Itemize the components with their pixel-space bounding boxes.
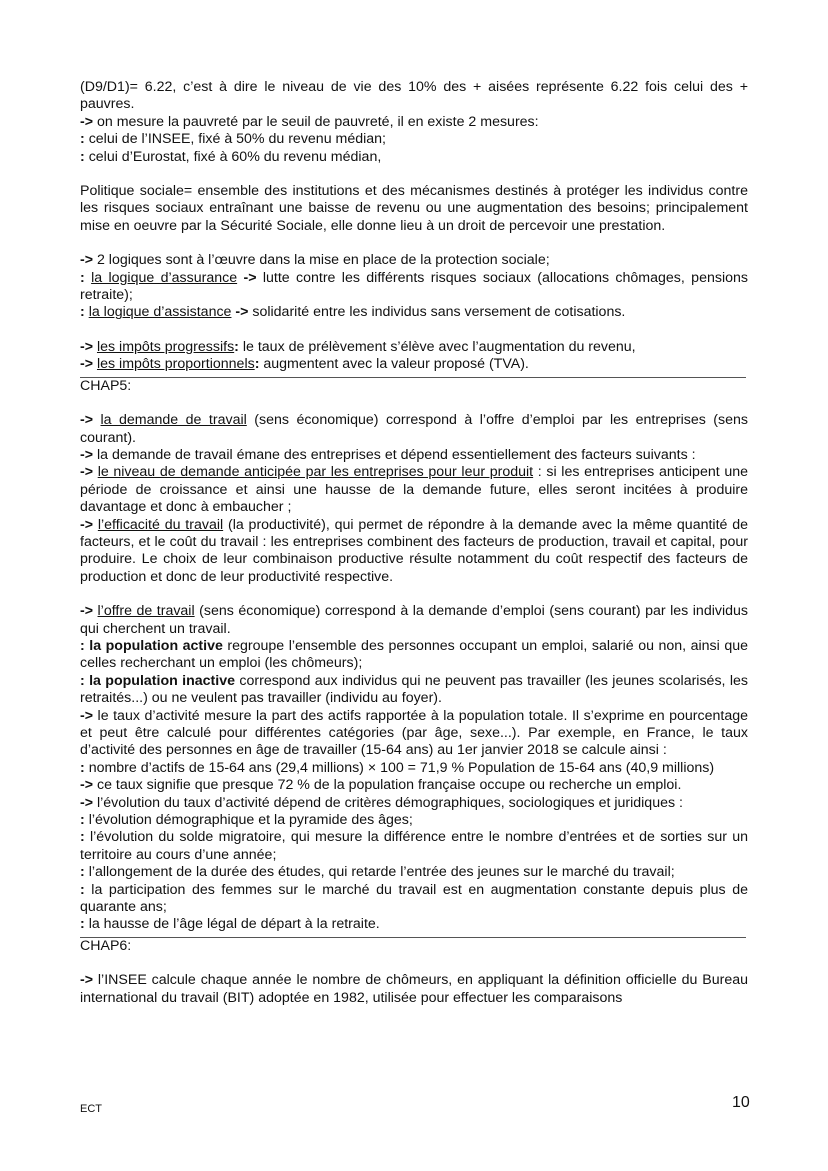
text: ce taux signifie que presque 72 % de la population française occupe ou recherche un emploi.: [96, 777, 682, 794]
page-number: 10: [732, 1094, 750, 1111]
arrow-marker: ->: [80, 113, 94, 130]
paragraph-offre-travail: [80, 603, 748, 638]
bold-term: la population inactive: [89, 672, 236, 689]
paragraph-insee-chomeurs: [80, 972, 748, 1007]
paragraph-taux-activite: [80, 708, 748, 760]
paragraph-demande-emane: [80, 447, 748, 464]
underlined-term: la logique d’assurance: [91, 269, 238, 286]
colon-marker: :: [80, 269, 85, 286]
text: solidarité entre les individus sans versement de cotisations.: [252, 304, 626, 321]
text: le taux de prélèvement s’élève avec l’augmentation du revenu,: [242, 338, 636, 355]
colon-marker: :: [80, 916, 85, 933]
text: augmentent avec la valeur proposé (TVA).: [263, 356, 529, 373]
underlined-term: l’efficacité du travail: [97, 516, 224, 533]
colon-marker: :: [80, 672, 85, 689]
text: (sens économique) correspond à la demande d’emploi (sens courant) par les individus qui cherchent un travail.: [80, 603, 748, 637]
paragraph-retraite: [80, 916, 748, 933]
arrow-marker: ->: [80, 707, 94, 724]
text: l’INSEE calcule chaque année le nombre de chômeurs, en appliquant la définition officielle du Bureau international du travail (BIT) adoptée en 1982, utilisée pour effectuer les comparaisons: [80, 972, 748, 1006]
arrow-marker: ->: [80, 338, 94, 355]
colon-marker: :: [80, 637, 85, 654]
colon-marker: :: [80, 829, 85, 846]
paragraph-femmes: [80, 882, 748, 917]
paragraph-logiques: [80, 252, 748, 269]
arrow-marker: ->: [80, 777, 94, 794]
text: regroupe l’ensemble des personnes occupant un emploi, salarié ou non, ainsi que celles recherchant un emploi (les chômeurs);: [80, 637, 748, 672]
arrow-marker: ->: [80, 356, 94, 373]
chapter-title-chap5: CHAP5:: [80, 377, 132, 394]
underlined-term: l’offre de travail: [97, 603, 195, 620]
text: (D9/D1)= 6.22, c’est à dire le niveau de vie des 10% des + aisées représente 6.22 fois celui des + pauvres.: [80, 79, 748, 113]
paragraph-d9d1: [80, 79, 748, 114]
text: celui d’Eurostat, fixé à 60% du revenu médian,: [88, 148, 382, 165]
paragraph-efficacite: [80, 517, 748, 587]
paragraph-assistance: [80, 304, 748, 321]
paragraph-calcul: [80, 760, 748, 777]
arrow-marker: ->: [235, 304, 249, 321]
text: (sens économique) correspond à l’offre d’emploi par les entreprises (sens courant).: [80, 412, 748, 446]
bold-term: la population active: [89, 637, 223, 654]
text: on mesure la pauvreté par le seuil de pauvreté, il en existe 2 mesures:: [96, 113, 539, 130]
arrow-marker: ->: [80, 603, 94, 620]
arrow-marker: ->: [80, 972, 94, 989]
colon-marker: :: [80, 881, 85, 898]
colon-marker: :: [234, 338, 239, 355]
paragraph-demande-travail: [80, 412, 748, 447]
paragraph-assurance: [80, 270, 748, 305]
paragraph-eurostat: [80, 149, 748, 166]
text: celui de l’INSEE, fixé à 50% du revenu médian;: [88, 131, 387, 148]
paragraph-impots-proportionnels: [80, 356, 748, 373]
paragraph-politique-sociale: [80, 183, 748, 235]
underlined-term: la logique d’assistance: [88, 304, 232, 321]
paragraph-ce-taux: [80, 777, 748, 794]
colon-marker: :: [80, 148, 85, 165]
underlined-term: le niveau de demande anticipée par les entreprises pour leur produit: [97, 464, 534, 481]
text: lutte contre les différents risques sociaux (allocations chômages, pensions retraite);: [80, 269, 748, 304]
paragraph-pauvrete: [80, 114, 748, 131]
underlined-term: la demande de travail: [100, 412, 247, 429]
text: (la productivité), qui permet de répondre à la demande avec la même quantité de facteurs, et le coût du travail : les entreprises combinent des facteurs de production, travail et capital, pour produire. Le choix de leur combinaison productive résulte notamment du coût respectif des facteurs de production et donc de leur productivité respective.: [80, 516, 748, 585]
text: correspond aux individus qui ne peuvent pas travailler (les jeunes scolarisés, les retraités...) ou ne veulent pas travailler (individu au foyer).: [80, 672, 748, 707]
colon-marker: :: [254, 356, 260, 373]
text: : si les entreprises anticipent une période de croissance et ainsi une hausse de la demande future, elles seront incitées à produire davantage et donc à embaucher ;: [80, 464, 749, 516]
text: l’évolution du taux d’activité dépend de critères démographiques, sociologiques et juridiques :: [96, 794, 683, 811]
text: Politique sociale= ensemble des institutions et des mécanismes destinés à protéger les individus contre les risques sociaux entraînant une baisse de revenu ou une augmentation des besoins; principalement mise en oeuvre par la Sécurité Sociale, elle donne lieu à un droit de percevoir une prestation.: [80, 183, 748, 234]
colon-marker: :: [80, 812, 85, 829]
footer-label: ECT: [80, 1103, 102, 1115]
arrow-marker: ->: [80, 464, 94, 481]
arrow-marker: ->: [80, 446, 94, 463]
paragraph-impots-progressifs: [80, 339, 748, 356]
text: nombre d’actifs de 15-64 ans (29,4 millions) × 100 = 71,9 % Population de 15-64 ans (40,9 millions): [88, 759, 715, 776]
paragraph-solde-migratoire: [80, 829, 748, 864]
document-body: [80, 79, 748, 1007]
paragraph-population-inactive: [80, 673, 748, 708]
underlined-term: les impôts proportionnels: [96, 356, 255, 373]
arrow-marker: ->: [80, 412, 94, 429]
text: 2 logiques sont à l’œuvre dans la mise en place de la protection sociale;: [96, 252, 550, 269]
paragraph-evolution: [80, 795, 748, 812]
text: la participation des femmes sur le marché du travail est en augmentation constante depuis plus de quarante ans;: [80, 881, 748, 916]
chapter-title-chap6: CHAP6:: [80, 937, 132, 954]
colon-marker: :: [80, 304, 85, 321]
colon-marker: :: [80, 759, 85, 776]
paragraph-population-active: [80, 638, 748, 673]
text: la demande de travail émane des entreprises et dépend essentiellement des facteurs suivants :: [96, 446, 696, 463]
arrow-marker: ->: [243, 269, 257, 286]
text: la hausse de l’âge légal de départ à la retraite.: [88, 916, 380, 933]
paragraph-etudes: [80, 864, 748, 881]
arrow-marker: ->: [80, 516, 94, 533]
paragraph-niveau-demande: [80, 464, 748, 516]
arrow-marker: ->: [80, 794, 94, 811]
paragraph-demographie: [80, 812, 748, 829]
arrow-marker: ->: [80, 252, 94, 269]
text: le taux d’activité mesure la part des actifs rapportée à la population totale. Il s’exprime en pourcentage et peut être calculé pour différentes catégories (par âge, sexe...). Par exemple, en France, le taux d’activité des personnes en âge de travailler (15-64 ans) au 1er janvier 2018 se calcule ainsi :: [80, 707, 748, 759]
colon-marker: :: [80, 131, 85, 148]
paragraph-insee: [80, 131, 748, 148]
underlined-term: les impôts progressifs: [96, 338, 235, 355]
text: l’évolution du solde migratoire, qui mesure la différence entre le nombre d’entrées et de sorties sur un territoire au cours d’une année;: [80, 829, 748, 863]
text: l’allongement de la durée des études, qui retarde l’entrée des jeunes sur le marché du travail;: [88, 864, 675, 881]
text: l’évolution démographique et la pyramide des âges;: [88, 812, 413, 829]
colon-marker: :: [80, 864, 85, 881]
